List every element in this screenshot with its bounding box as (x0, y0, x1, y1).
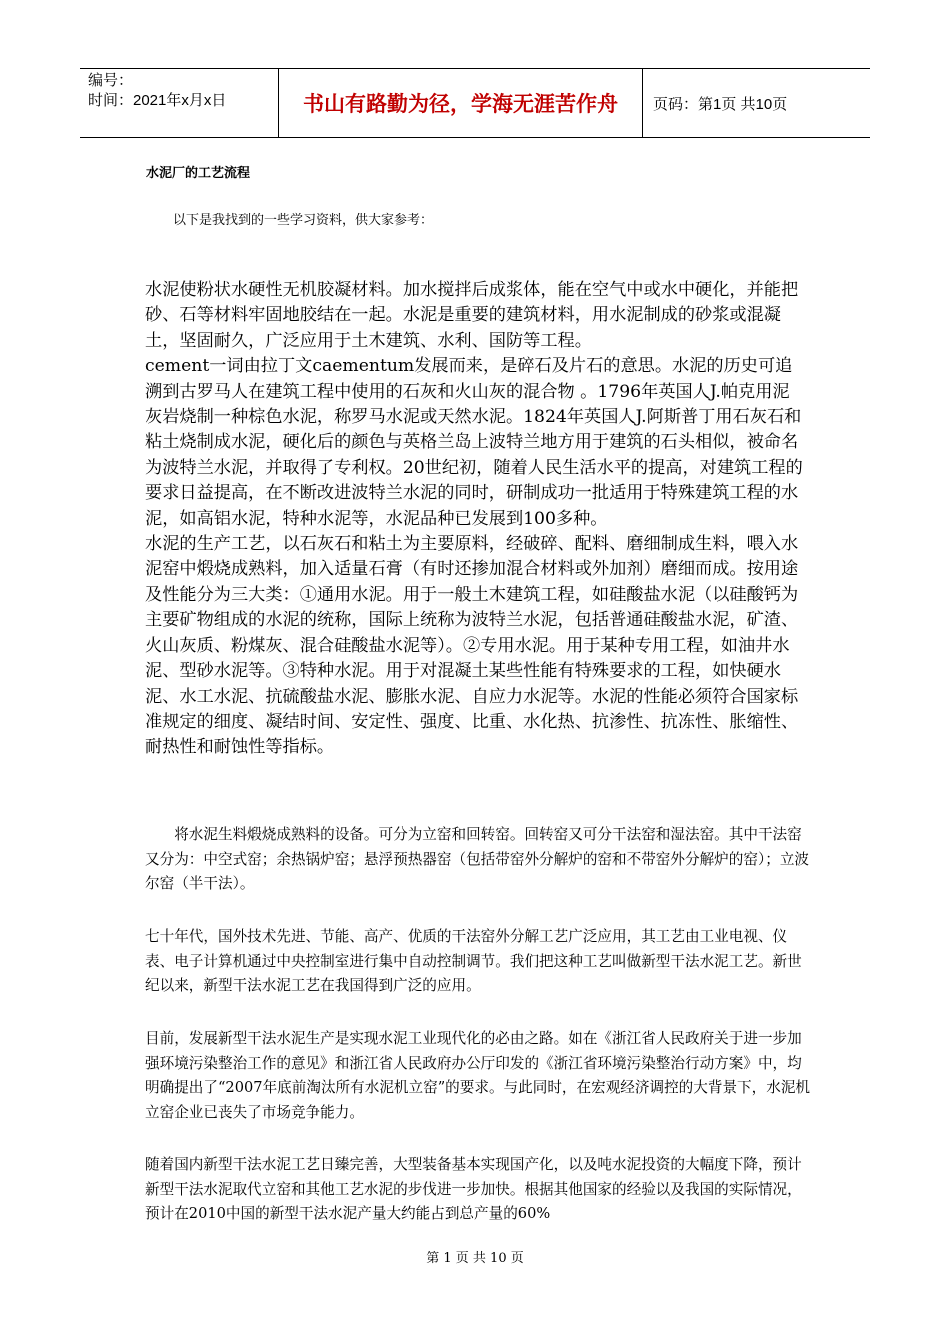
header-meta (80, 69, 279, 137)
paragraph-definition: 水泥使粉状水硬性无机胶凝材料。加水搅拌后成浆体，能在空气中或水中硬化，并能把砂、石等材料牢固地胶结在一起。水泥是重要的建筑材料，用水泥制成的砂浆或混凝土，坚固耐久，广泛应用于土木建筑、水利、国防等工程。 (145, 280, 799, 351)
page-header (80, 68, 870, 138)
header-motto: 书山有路勤为径，学海无涯苦作舟 (279, 69, 643, 137)
paragraph-current: 目前，发展新型干法水泥生产是实现水泥工业现代化的必由之路。如在《浙江省人民政府关于进一步加强环境污染整治工作的意见》和浙江省人民政府办公厅印发的《浙江省环境污染整治行动方案》中，均明确提出了“2007年底前淘汰所有水泥机立窑”的要求。与此同时，在宏观经济调控的大背景下，水泥机立窑企业已丧失了市场竞争能力。 (145, 1030, 811, 1121)
paragraph-production: 水泥的生产工艺，以石灰石和粘土为主要原料，经破碎、配料、磨细制成生料，喂入水泥窑中煅烧成熟料，加入适量石膏（有时还掺加混合材料或外加剂）磨细而成。按用途及性能分为三大类：①通用水泥。用于一般土木建筑工程，如硅酸盐水泥（以硅酸钙为主要矿物组成的水泥的统称，国际上统称为波特兰水泥，包括普通硅酸盐水泥，矿渣、火山灰质、粉煤灰、混合硅酸盐水泥等）。②专用水泥。用于某种专用工程，如油井水泥、型砂水泥等。③特种水泥。用于对混凝土某些性能有特殊要求的工程，如快硬水泥、水工水泥、抗硫酸盐水泥、膨胀水泥、自应力水泥等。水泥的性能必须符合国家标准规定的细度、凝结时间、安定性、强度、比重、水化热、抗渗性、抗冻性、胀缩性、耐热性和耐蚀性等指标。 (145, 534, 799, 758)
doc-time-label: 时间：2021年x月x日 (88, 92, 227, 109)
paragraph-future: 随着国内新型干法水泥工艺日臻完善，大型装备基本实现国产化，以及吨水泥投资的大幅度下降，预计新型干法水泥取代立窑和其他工艺水泥的步伐进一步加快。根据其他国家的经验以及我国的实际情况，预计在2010中国的新型干法水泥产量大约能占到总产量的60% (145, 1156, 802, 1222)
intro-line: 以下是我找到的一些学习资料，供大家参考： (173, 213, 434, 228)
header-page-info: 页码：第1页 共10页 (653, 95, 788, 113)
doc-number-label: 编号： (88, 72, 134, 89)
paragraph-seventies: 七十年代，国外技术先进、节能、高产、优质的干法窑外分解工艺广泛应用，其工艺由工业电视、仪表、电子计算机通过中央控制室进行集中自动控制调节。我们把这种工艺叫做新型干法水泥工艺。新世纪以来，新型干法水泥工艺在我国得到广泛的应用。 (145, 928, 802, 994)
main-body (145, 278, 805, 761)
paragraph-kiln: 将水泥生料煅烧成熟料的设备。可分为立窑和回转窑。回转窑又可分干法窑和湿法窑。其中干法窑又分为：中空式窑；余热锅炉窑；悬浮预热器窑（包括带窑外分解炉的窑和不带窑外分解炉的窑）；立波尔窑（半干法）。 (145, 826, 810, 892)
page-footer: 第 1 页 共 10 页 (426, 1251, 524, 1266)
document-title: 水泥厂的工艺流程 (146, 166, 251, 181)
paragraph-history: cement一词由拉丁文caementum发展而来，是碎石及片石的意思。水泥的历史可追溯到古罗马人在建筑工程中使用的石灰和火山灰的混合物 。1796年英国人J.帕克用泥灰岩烧制一种棕色水泥，称罗马水泥或天然水泥。1824年英国人J.阿斯普丁用石灰石和粘土烧制成水泥，硬化后的颜色与英格兰岛上波特兰地方用于建筑的石头相似，被命名为波特兰水泥，并取得了专利权。20世纪初，随着人民生活水平的提高，对建筑工程的要求日益提高，在不断改进波特兰水泥的同时，研制成功一批适用于特殊建筑工程的水泥，如高铝水泥，特种水泥等，水泥品种已发展到100多种。 (145, 356, 803, 529)
